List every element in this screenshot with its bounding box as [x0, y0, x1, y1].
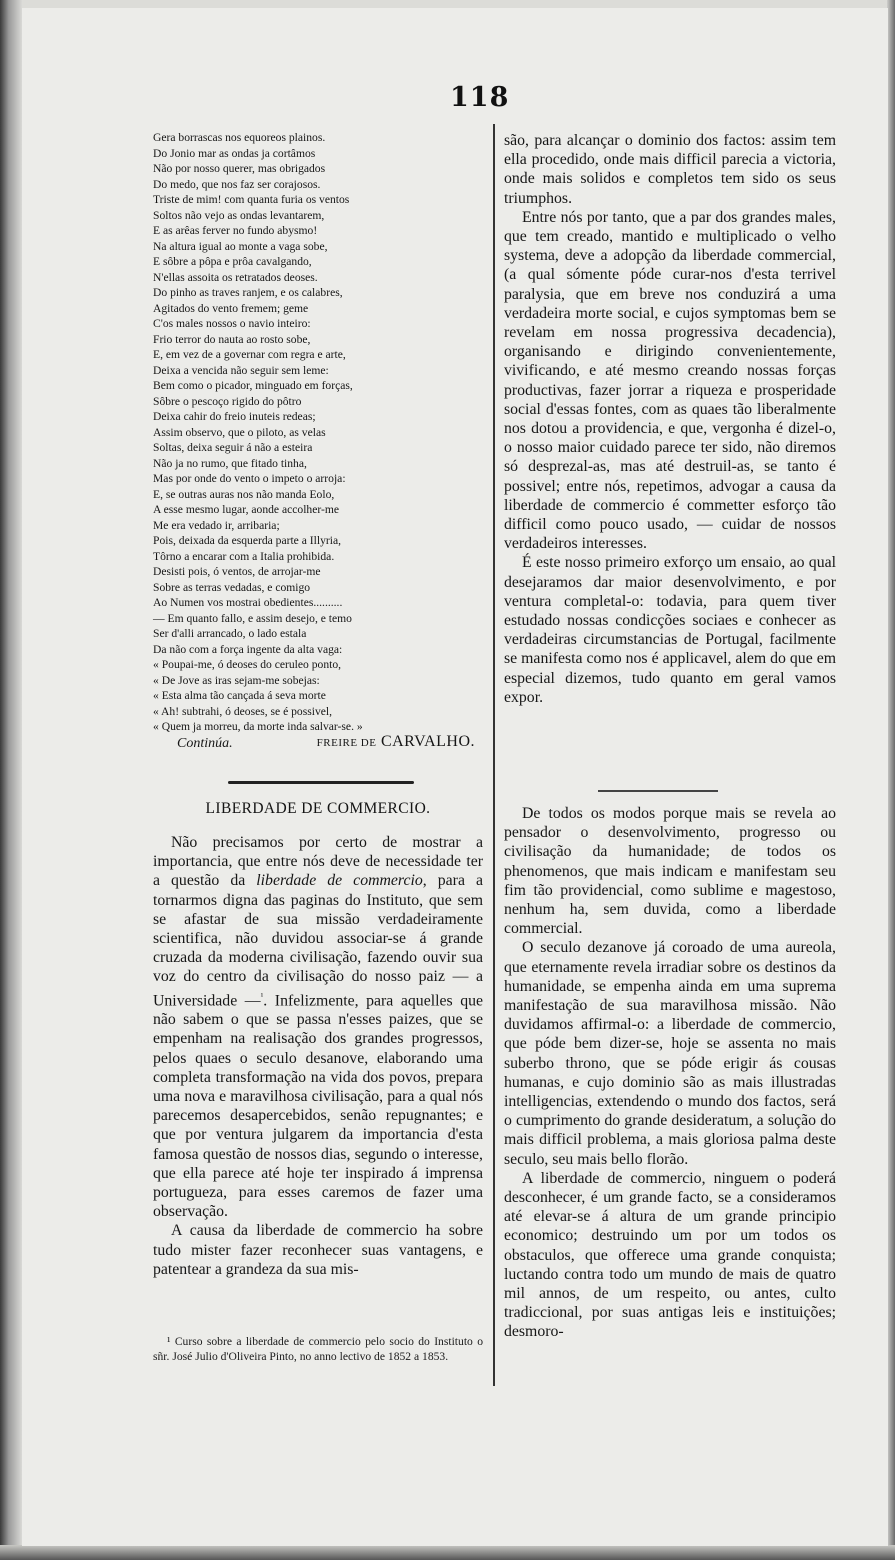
poem-line: Me era vedado ir, arribaria;	[153, 518, 280, 532]
poem-line: Pois, deixada da esquerda parte a Illyria,	[153, 534, 342, 547]
poem-line: Do Jonio mar as ondas ja cortâmos	[153, 146, 316, 160]
article-right-column-top	[504, 131, 836, 707]
poem-line: « De Jove as iras sejam-me sobejas:	[153, 673, 320, 687]
poem-line: E, em vez de a governar com regra e arte,	[153, 348, 346, 361]
poem-line: Ao Numen vos mostrai obedientes..........	[153, 596, 343, 609]
poem-block	[153, 130, 483, 756]
poem-line: Do pinho as traves ranjem, e os calabres,	[153, 286, 343, 299]
poem-line: Ser d'alli arrancado, o lado estala	[153, 627, 307, 640]
poem-line: Não por nosso querer, mas obrigados	[153, 162, 326, 175]
poem-line: Soltas, deixa seguir á não a esteira	[153, 441, 313, 454]
poem-line: Frio terror do nauta ao rosto sobe,	[153, 332, 311, 346]
poem-lines	[153, 130, 483, 735]
poem-line: « Esta alma tão cançada á seva morte	[153, 689, 326, 702]
article-paragraph: são, para alcançar o dominio dos factos: assim tem ella procedido, onde mais difficil parecia a victoria, onde mais solidos e completos tem sido os seus triumphos.	[504, 132, 836, 207]
section-title: LIBERDADE DE COMMERCIO.	[205, 800, 431, 817]
author-prefix: FREIRE DE	[316, 736, 377, 749]
footnote-text: ¹ Curso sobre a liberdade de commercio pelo socio do Instituto o sñr. José Julio d'Oliveira Pinto, no anno lectivo de 1852 a 1853.	[153, 1335, 483, 1363]
footnote-ref: ¹	[260, 990, 264, 1001]
poem-line: Gera borrascas nos equoreos plainos.	[153, 131, 326, 144]
poem-line: C'os males nossos o navio inteiro:	[153, 317, 311, 330]
poem-line: Agitados do vento fremem; geme	[153, 301, 309, 315]
article-paragraph: É este nosso primeiro exforço um ensaio, ao qual desejaramos dar maior desenvolvimento, e por ventura completal-o: todavia, para quem tiver estudado nossas condicções sociaes e conhecer as verdadeiras circumstancias de Portugal, facilmente se manifesta como nos é applicavel, alem do que em especial dizemos, tudo quanto em geral vamos expor.	[504, 554, 836, 706]
poem-line: N'ellas assoita os retratados deoses.	[153, 270, 318, 284]
column-divider	[493, 124, 495, 1386]
article-right-column-bottom	[504, 804, 836, 1342]
poem-line: Sôbre o pescoço rigido do pôtro	[153, 394, 302, 408]
poem-line: Tôrno a encarar com a Italia prohibida.	[153, 549, 335, 563]
emphasis-text: liberdade de commercio	[256, 872, 423, 890]
poem-line: E sôbre a pôpa e prôa cavalgando,	[153, 255, 312, 268]
article-paragraph: O seculo dezanove já coroado de uma aureola, que eternamente revela irradiar sobre os destinos da humanidade, se empenha ainda em uma suprema manifestação de sua maravilhosa missão. Não duvidamos affirmal-o: a liberdade de commercio, que póde bem dizer-se, hoje se assenta no mais suberbo throno, que se póde erigir ás cousas humanas, e cujo dominio são as mais illustradas intelligencias, extendendo o mundo dos factos, será o cumprimento do grande desideratum, a solução do mais difficil problema, a mais gloriosa palma deste seculo, seu mais bello florão.	[504, 939, 836, 1168]
article-paragraph	[153, 833, 483, 1221]
poem-line: Mas por onde do vento o impeto o arroja:	[153, 472, 346, 485]
poem-line: « Ah! subtrahi, ó deoses, se é possivel,	[153, 704, 333, 718]
poem-line: Do medo, que nos faz ser corajosos.	[153, 177, 321, 191]
scan-edge-bottom	[0, 1545, 895, 1560]
section-rule-right	[598, 790, 718, 792]
poem-line: Deixa a vencida não seguir sem leme:	[153, 363, 329, 377]
poem-author	[317, 734, 475, 752]
poem-line: E, se outras auras nos não manda Eolo,	[153, 487, 335, 501]
poem-line: « Quem ja morreu, da morte inda salvar-se. »	[153, 720, 363, 733]
paragraph-text: . Infelizmente, para aquelles que não sabem o que se passa n'esses paizes, que se empenham na realisação dos grandes progressos, pelos quaes o seculo desanove, elaborando uma completa transformação na vida dos povos, prepara uma nova e maravilhosa civilisação, para a qual nós parecemos desapercebidos, senão repugnantes; e que por ventura julgarem da importancia d'esta famosa questão de nossos dias, segundo o interesse, que ella parece até hoje ter inspirado á imprensa portugueza, para esses caremos de fazer uma observação.	[153, 991, 484, 1221]
scan-edge-right	[887, 0, 895, 1560]
poem-line: Deixa cahir do freio inuteis redeas;	[153, 410, 316, 423]
scan-edge-left	[0, 0, 22, 1560]
footnote	[153, 1334, 483, 1364]
article-paragraph: Entre nós por tanto, que a par dos grandes males, que tem creado, mantido e multiplicado o velho systema, deve a adopção da liberdade commercial, (a qual sómente póde curar-nos d'esta terrivel paralysia, que em breve nos conduzirá a uma verdadeira morte social, e cujos symptomas bem se revelam em nossa progressiva decadencia), organisando e dirigindo convenientemente, vivificando, e até mesmo creando nossas forças productivas, fazer jorrar a riqueza e prosperidade social d'essas fontes, com as quaes tão liberalmente nos dotou a providencia, e que, vergonha é dizel-o, o nosso maior cuidado parece ter sido, não diremos só desprezal-as, mas até destruil-as, se tanto é possivel; entre nós, repetimos, advogar a causa da liberdade de commercio é commetter esforço tão difficil como pouco usado, — cuidar de nossos verdadeiros interesses.	[504, 208, 836, 553]
paragraph-text: , para a tornarmos digna das paginas do Instituto, que sem se afastar de sua missão verdadeiramente scientifica, não duvidou associar-se á grande cruzada da moderna civilisação, fazendo ouvir sua voz do centro da civilisação do nosso paiz — a Universidade —	[153, 872, 483, 1009]
poem-line: — Em quanto fallo, e assim desejo, e temo	[153, 611, 352, 625]
poem-line: Não ja no rumo, que fitado tinha,	[153, 456, 307, 470]
author-name: CARVALHO.	[380, 732, 475, 750]
section-rule	[228, 781, 414, 784]
poem-line: E as arêas ferver no fundo abysmo!	[153, 224, 318, 237]
poem-line: Bem como o picador, minguado em forças,	[153, 379, 353, 392]
poem-line: Triste de mim! com quanta furia os ventos	[153, 193, 350, 206]
poem-line: Desisti pois, ó ventos, de arrojar-me	[153, 565, 321, 578]
article-paragraph: A causa da liberdade de commercio ha sobre tudo mister fazer reconhecer suas vantagens, e patentear a grandeza da sua mis-	[153, 1222, 483, 1278]
poem-line: A esse mesmo lugar, aonde accolher-me	[153, 503, 340, 516]
poem-line: Assim observo, que o piloto, as velas	[153, 425, 326, 439]
poem-line: Da não com a força ingente da alta vaga:	[153, 642, 343, 656]
poem-line: Soltos não vejo as ondas levantarem,	[153, 208, 325, 222]
poem-line: « Poupai-me, ó deoses do ceruleo ponto,	[153, 658, 342, 671]
poem-line: Sobre as terras vedadas, e comigo	[153, 580, 311, 594]
paragraph-text: Não precisamos por certo de mostrar a importancia, que entre nós deve de necessidade ter a questão da	[153, 834, 483, 890]
poem-line: Na altura igual ao monte a vaga sobe,	[153, 239, 328, 253]
article-paragraph: A liberdade de commercio, ninguem o poderá desconhecer, é um grande facto, se a consideramos até elevar-se á altura de um grande principio economico; destruindo um por um todos os obstaculos, que offerece uma grande conquista; luctando contra todo um mundo de mais de quatro mil annos, de um respeito, ou antes, culto tradiccional, por suas antigas leis e instituições; desmoro-	[504, 1169, 836, 1341]
article-left-column	[153, 833, 483, 1279]
continua-label: Continúa.	[177, 735, 233, 751]
poem-footer	[153, 732, 483, 756]
article-paragraph: De todos os modos porque mais se revela ao pensador o desenvolvimento, progresso ou civilisação da humanidade; de todos os phenomenos, que mais indicam e manifestam seu fim tão providencial, como sublime e magestoso, nenhum ha, sem duvida, como a liberdade commercial.	[504, 805, 836, 938]
page-number: 118	[450, 82, 510, 113]
